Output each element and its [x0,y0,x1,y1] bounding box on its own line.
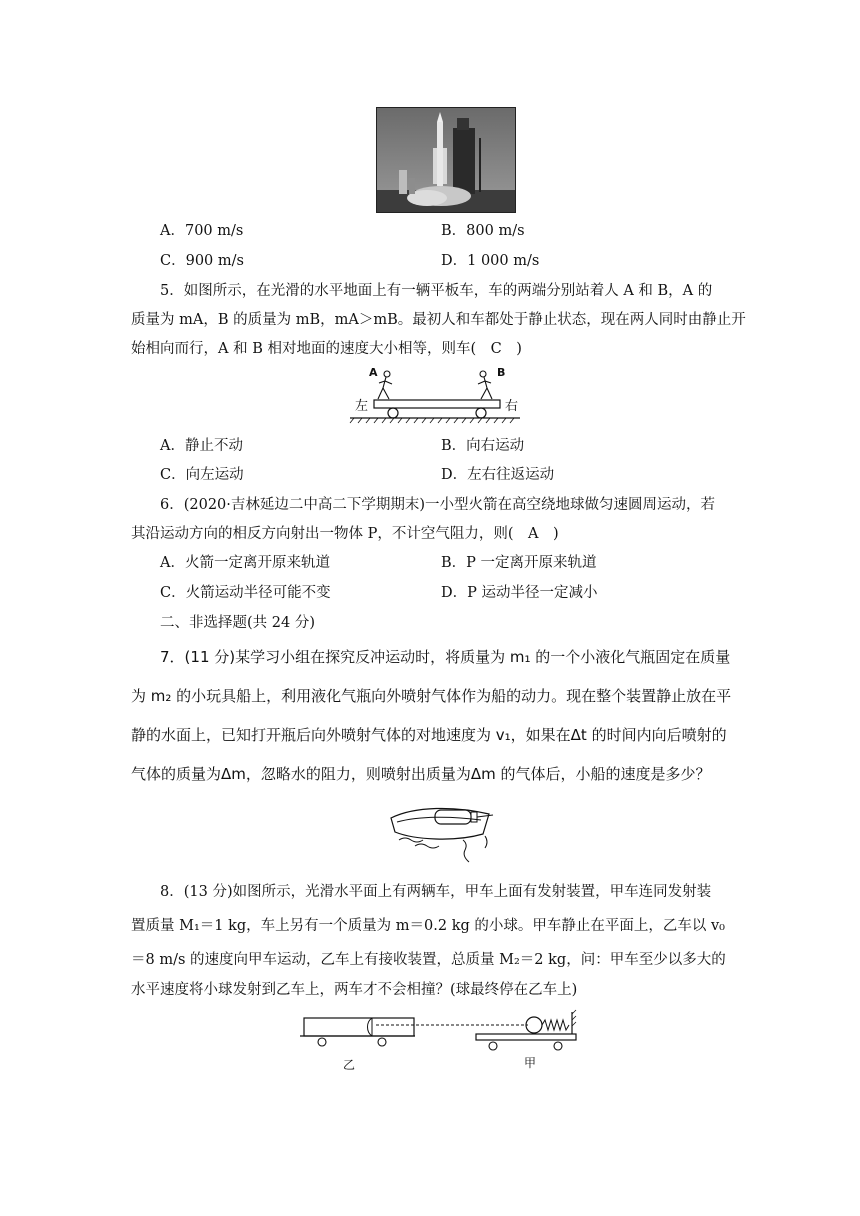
q5-label-right: 右 [505,399,519,414]
q5-text-line-1: 5．如图所示，在光滑的水平地面上有一辆平板车，车的两端分别站着人 A 和 B，A 的 [160,283,713,299]
q8-label-yi: 乙 [343,1058,356,1072]
q5-option-a: A．静止不动 [160,438,243,454]
q4-option-b: B．800 m/s [441,223,525,239]
q6-text-line-2: 其沿运动方向的相反方向射出一物体 P，不计空气阻力，则( A ) [131,526,559,542]
q5-option-c: C．向左运动 [160,467,244,483]
q7-text-line-4: 气体的质量为Δm，忽略水的阻力，则喷射出质量为Δm 的气体后，小船的速度是多少？ [131,765,711,783]
q5-text-line-3: 始相向而行，A 和 B 相对地面的速度大小相等，则车( C ) [131,341,522,357]
q4-option-a: A．700 m/s [160,223,244,239]
q8-text-line-3: ＝8 m/s 的速度向甲车运动，乙车上有接收装置，总质量 M₂＝2 kg，问：甲车至少以多大的 [131,952,726,968]
q4-option-d: D．1 000 m/s [441,253,540,269]
q5-cart-figure [350,366,520,428]
q7-text-line-2: 为 m₂ 的小玩具船上，利用液化气瓶向外喷射气体作为船的动力。现在整个装置静止放在平 [131,687,732,705]
q5-label-left: 左 [355,399,369,414]
q4-option-c: C．900 m/s [160,253,244,269]
q6-option-d: D．P 运动半径一定减小 [441,585,598,601]
q5-option-d: D．左右往返运动 [441,467,555,483]
q5-option-b: B．向右运动 [441,438,525,454]
q5-label-b: B [497,366,506,379]
q8-carts-figure [300,1010,600,1075]
section-heading-non-choice: 二、非选择题(共 24 分) [160,615,315,631]
q8-label-jia: 甲 [524,1056,537,1070]
q7-text-line-1: 7．(11 分)某学习小组在探究反冲运动时，将质量为 m₁ 的一个小液化气瓶固定在质量 [160,648,731,666]
rocket-launch-photo [376,107,516,213]
q8-text-line-1: 8．(13 分)如图所示，光滑水平面上有两辆车，甲车上面有发射装置，甲车连同发射装 [160,884,712,900]
q6-option-a: A．火箭一定离开原来轨道 [160,555,330,571]
q8-text-line-2: 置质量 M₁＝1 kg，车上另有一个质量为 m＝0.2 kg 的小球。甲车静止在平面上，乙车以 v₀ [131,918,725,934]
q6-option-b: B．P 一定离开原来轨道 [441,555,597,571]
q6-text-line-1: 6．(2020·吉林延边二中高二下学期期末)一小型火箭在高空绕地球做匀速圆周运动，若 [160,497,716,513]
q7-text-line-3: 静的水面上，已知打开瓶后向外喷射气体的对地速度为 v₁，如果在Δt 的时间内向后喷射的 [131,726,727,744]
q6-option-c: C．火箭运动半径可能不变 [160,585,331,601]
q5-label-a: A [369,366,378,379]
q8-text-line-4: 水平速度将小球发射到乙车上，两车才不会相撞？(球最终停在乙车上) [131,982,578,998]
q5-text-line-2: 质量为 mA，B 的质量为 mB，mA＞mB。最初人和车都处于静止状态，现在两人同时由静止开 [131,312,746,328]
person-b-icon [478,371,492,399]
person-a-icon [378,371,392,399]
q7-boat-figure [385,800,515,870]
